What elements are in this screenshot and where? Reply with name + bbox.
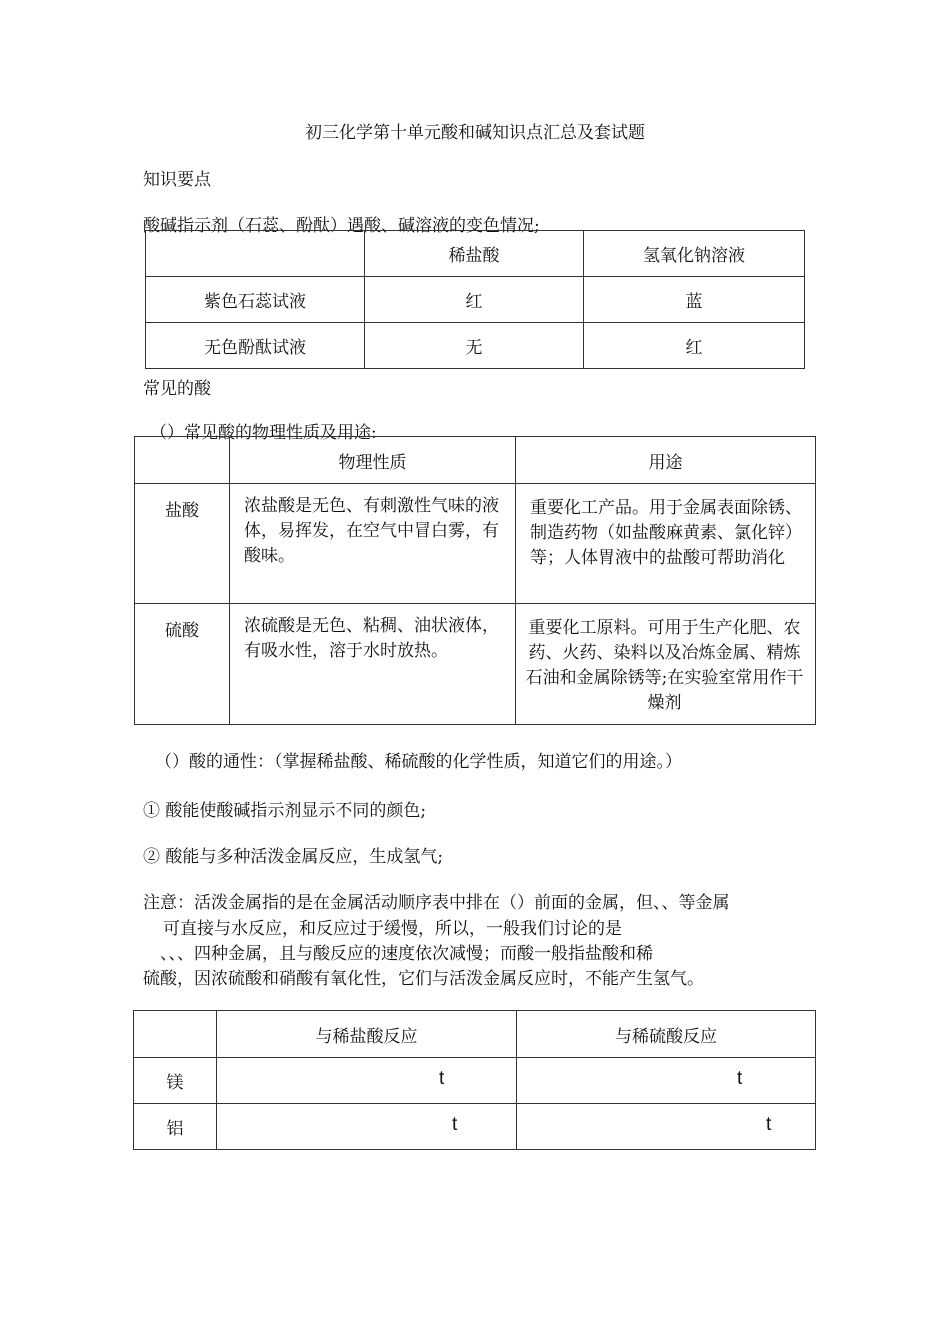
table-header-cell: 物理性质 [230, 437, 516, 484]
physical-property-text: 浓硫酸是无色、粘稠、油状液体，有吸水性，溶于水时放热。 [244, 616, 499, 661]
note-line: 硫酸，因浓硫酸和硝酸有氧化性，它们与活泼金属反应时，不能产生氢气。 [143, 969, 704, 989]
table-header-row [146, 231, 805, 277]
section-heading-knowledge: 知识要点 [143, 170, 211, 190]
metal-name-cell: 镁 [134, 1058, 217, 1104]
table-row [134, 1104, 816, 1150]
table-row [134, 1058, 816, 1104]
table-cell: 无色酚酞试液 [146, 323, 365, 369]
reaction-placeholder: t [737, 1068, 743, 1089]
table-header-cell [135, 437, 230, 484]
table-header-cell: 稀盐酸 [365, 231, 584, 277]
usage-text: 重要化工原料。可用于生产化肥、农药、火药、染料以及冶炼金属、精炼石油和金属除锈等;在实验室常用作干燥剂 [525, 618, 804, 713]
table-header-row [135, 437, 816, 484]
metal-reaction-table [133, 1010, 816, 1150]
usage-cell [516, 604, 816, 725]
indicator-intro: 酸碱指示剂（石蕊、酚酞）遇酸、碱溶液的变色情况; [143, 216, 540, 236]
h2so4-reaction-cell [517, 1058, 816, 1104]
reaction-placeholder: t [766, 1114, 772, 1135]
table-header-cell: 与稀盐酸反应 [217, 1011, 517, 1058]
usage-cell [516, 484, 816, 604]
note-line: 注意：活泼金属指的是在金属活动顺序表中排在（）前面的金属，但、、等金属 [143, 893, 730, 913]
page-title: 初三化学第十单元酸和碱知识点汇总及套试题 [305, 123, 645, 143]
acid-property-point-2: ② 酸能与多种活泼金属反应，生成氢气; [143, 847, 444, 867]
table-cell: 紫色石蕊试液 [146, 277, 365, 323]
table-header-cell: 用途 [516, 437, 816, 484]
section-heading-acids: 常见的酸 [143, 379, 211, 399]
acid-name-cell: 硫酸 [135, 604, 230, 725]
physical-property-cell [230, 604, 516, 725]
table-header-cell [146, 231, 365, 277]
note-line: 可直接与水反应，和反应过于缓慢，所以，一般我们讨论的是 [163, 919, 622, 939]
h2so4-reaction-cell [517, 1104, 816, 1150]
usage-text: 重要化工产品。用于金属表面除锈、制造药物（如盐酸麻黄素、氯化锌）等；人体胃液中的盐酸可帮助消化 [530, 498, 802, 568]
table-row [146, 323, 805, 369]
physical-property-cell [230, 484, 516, 604]
table-header-cell: 氢氧化钠溶液 [584, 231, 805, 277]
metal-name-cell: 铝 [134, 1104, 217, 1150]
table-row [146, 277, 805, 323]
reaction-placeholder: t [452, 1114, 458, 1135]
table-row [135, 604, 816, 725]
acid-props-intro: （）常见酸的物理性质及用途: [150, 423, 377, 443]
acid-properties-table [134, 436, 816, 725]
acid-general-properties: （）酸的通性：（掌握稀盐酸、稀硫酸的化学性质，知道它们的用途。） [155, 752, 682, 772]
table-cell: 无 [365, 323, 584, 369]
physical-property-text: 浓盐酸是无色、有刺激性气味的液体，易挥发，在空气中冒白雾，有酸味。 [244, 496, 499, 566]
note-line: 、、、四种金属，且与酸反应的速度依次减慢；而酸一般指盐酸和稀 [160, 944, 653, 964]
hcl-reaction-cell [217, 1058, 517, 1104]
hcl-reaction-cell [217, 1104, 517, 1150]
table-cell: 蓝 [584, 277, 805, 323]
reaction-placeholder: t [439, 1068, 445, 1089]
acid-property-point-1: ① 酸能使酸碱指示剂显示不同的颜色; [143, 801, 427, 821]
table-cell: 红 [584, 323, 805, 369]
table-header-cell [134, 1011, 217, 1058]
table-header-row [134, 1011, 816, 1058]
table-row [135, 484, 816, 604]
indicator-table [145, 230, 805, 369]
table-header-cell: 与稀硫酸反应 [517, 1011, 816, 1058]
table-cell: 红 [365, 277, 584, 323]
acid-name-cell: 盐酸 [135, 484, 230, 604]
